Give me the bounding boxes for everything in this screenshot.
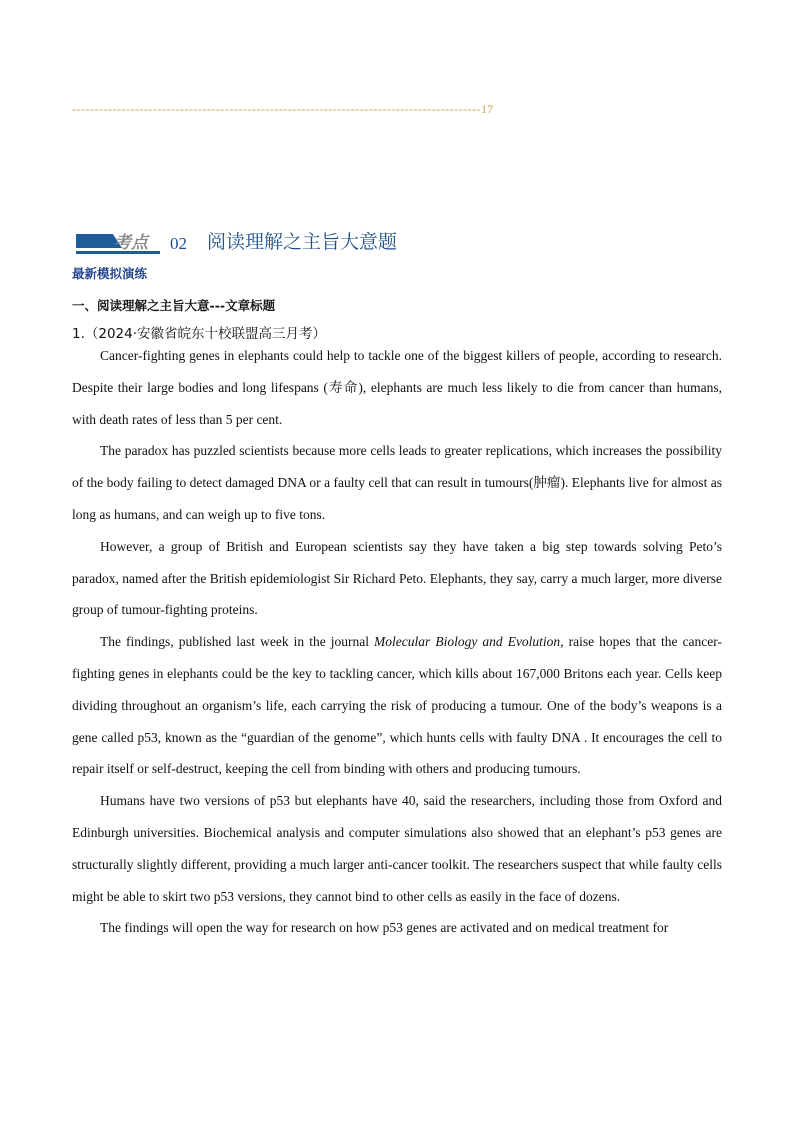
- paragraph-4-rest: , raise hopes that the cancer-fighting genes in elephants could be the key to tackling cancer, which kills about 167,000 Britons each year. Cells keep dividing throughout an organism’s life, each carrying the risk of producing a tumour. One of the body’s weapons is a gene called p53, known as the “guardian of the genome”, which hunts cells with faulty DNA . It encourages the cell to repair itself or self-destruct, keeping the cell from binding with others and producing tumours.: [72, 634, 723, 777]
- paragraph-2: The paradox has puzzled scientists because more cells leads to greater replications, which increases the possibility of the body failing to detect damaged DNA or a faulty cell that can result in tumours(肿瘤). Elephants live for almost as long as humans, and can weigh up to five tons.: [72, 443, 722, 522]
- subheading-topic: 一、阅读理解之主旨大意---文章标题: [72, 298, 276, 313]
- paragraph-6: The findings will open the way for research on how p53 genes are activated and on medical treatment for: [100, 920, 669, 936]
- section-badge: [76, 230, 160, 254]
- paragraph-3: However, a group of British and European scientists say they have taken a big step towards solving Peto’s paradox, named after the British epidemiologist Sir Richard Peto. Elephants, they say, carry a much larger, more diverse group of tumour-fighting proteins.: [72, 538, 722, 618]
- paragraph-1: Cancer-fighting genes in elephants could help to tackle one of the biggest killers of people, according to research. Despite their large bodies and long lifespans (寿命), elephants are much less likely to die from cancer than humans, with death rates of less than 5 per cent.: [72, 348, 722, 427]
- paragraph-4: [72, 626, 722, 785]
- badge-label: 考点: [114, 233, 148, 253]
- toc-dash-leader: -------------------------------------------------------------------------------------------: [72, 102, 482, 116]
- reading-passage: [72, 340, 722, 944]
- section-title: 阅读理解之主旨大意题: [207, 231, 398, 253]
- paragraph-5: Humans have two versions of p53 but elephants have 40, said the researchers, including those from Oxford and Edinburgh universities. Biochemical analysis and computer simulations also showed that an elephant’s p53 genes are structurally slightly different, providing a much larger anti-cancer toolkit. The researchers suspect that while faulty cells might be able to skirt two p53 versions, they cannot bind to other cells as easily in the face of dozens.: [72, 793, 722, 904]
- question-source: 1.（2024·安徽省皖东十校联盟高三月考）: [72, 326, 327, 342]
- section-number: 02: [170, 234, 187, 253]
- journal-name: Molecular Biology and Evolution: [374, 634, 561, 650]
- paragraph-4-start: The findings, published last week in the journal: [100, 634, 375, 650]
- toc-entry: [72, 102, 512, 117]
- section-heading: [76, 220, 397, 254]
- toc-page-number: 17: [481, 102, 494, 116]
- subheading-practice: 最新模拟演练: [72, 266, 148, 281]
